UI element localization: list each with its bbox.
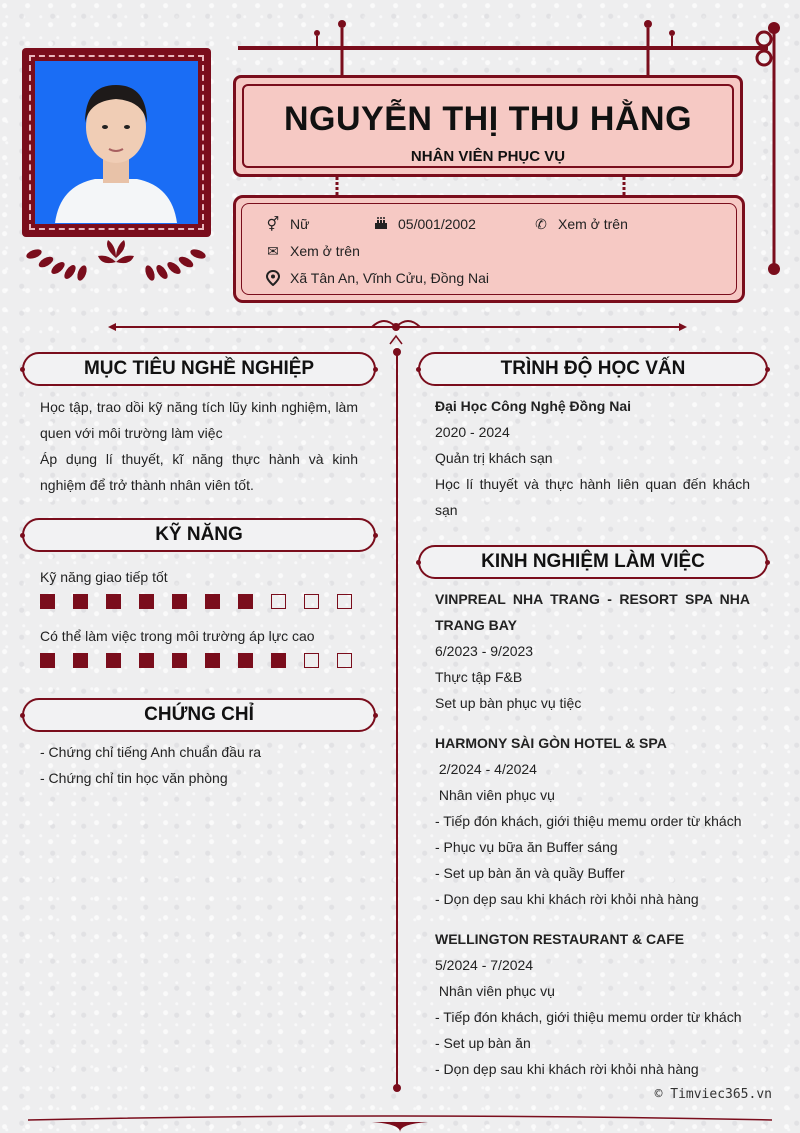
- job-task: - Dọn dẹp sau khi khách rời khỏi nhà hàng: [435, 1061, 699, 1077]
- education-section: [435, 393, 750, 523]
- contact-email: [264, 243, 360, 259]
- rating-square-filled: [205, 653, 220, 668]
- rating-square-filled: [73, 594, 88, 609]
- rating-square-filled: [172, 594, 187, 609]
- skills-section: [40, 564, 370, 668]
- email-value: Xem ở trên: [290, 243, 360, 259]
- objective-line-2: Áp dụng lí thuyết, kĩ năng thực hành và kinh nghiệm để trở thành nhân viên tốt.: [40, 451, 358, 493]
- job-period: 6/2023 - 9/2023: [435, 643, 534, 659]
- rating-square-filled: [73, 653, 88, 668]
- certificate-item: - Chứng chỉ tiếng Anh chuẩn đầu ra: [40, 744, 262, 760]
- objective-section: [40, 394, 358, 498]
- job-task: - Tiếp đón khách, giới thiệu memu order từ khách: [435, 813, 742, 829]
- experience-section: [435, 586, 750, 1082]
- contact-panel: [233, 195, 745, 303]
- gender-icon: ⚥: [266, 216, 280, 232]
- gender-value: Nữ: [290, 216, 310, 232]
- job-task: - Dọn dẹp sau khi khách rời khỏi nhà hàng: [435, 891, 699, 907]
- contact-birthday: [372, 216, 476, 232]
- skill-label: Kỹ năng giao tiếp tốt: [40, 569, 168, 585]
- avatar: [35, 61, 198, 224]
- education-description: Học lí thuyết và thực hành liên quan đến khách sạn: [435, 476, 750, 518]
- rating-square-filled: [106, 594, 121, 609]
- certificate-item: - Chứng chỉ tin học văn phòng: [40, 770, 228, 786]
- job-entry: [435, 926, 750, 1082]
- rating-square-filled: [238, 594, 253, 609]
- certificates-section: [40, 739, 370, 791]
- location-pin-icon: [264, 270, 282, 286]
- rating-square-filled: [172, 653, 187, 668]
- experience-header: KINH NGHIỆM LÀM VIỆC: [418, 545, 768, 579]
- envelope-icon: ✉: [267, 243, 279, 259]
- skills-header: KỸ NĂNG: [22, 518, 376, 552]
- education-period: 2020 - 2024: [435, 424, 510, 440]
- address-value: Xã Tân An, Vĩnh Cửu, Đồng Nai: [290, 270, 490, 286]
- contact-phone: [532, 216, 628, 232]
- cake-icon: [372, 216, 390, 232]
- rating-square-filled: [271, 653, 286, 668]
- job-task: Set up bàn phục vụ tiệc: [435, 695, 582, 711]
- contact-gender: [264, 216, 309, 232]
- rating-square-filled: [139, 594, 154, 609]
- skill-rating: [40, 594, 370, 609]
- phone-icon: ✆: [535, 216, 547, 232]
- job-company: WELLINGTON RESTAURANT & CAFE: [435, 931, 685, 947]
- rating-square-filled: [40, 653, 55, 668]
- portrait-image: [35, 61, 197, 223]
- candidate-name: NGUYỄN THỊ THU HẰNG: [283, 100, 693, 138]
- job-role: Nhân viên phục vụ: [435, 787, 555, 803]
- name-banner: [233, 75, 743, 177]
- job-period: 2/2024 - 4/2024: [435, 761, 537, 777]
- phone-value: Xem ở trên: [558, 216, 628, 232]
- rating-square-empty: [304, 594, 319, 609]
- job-entry: [435, 730, 750, 912]
- job-title: NHÂN VIÊN PHỤC VỤ: [410, 148, 566, 165]
- job-entry: [435, 586, 750, 716]
- education-major: Quản trị khách sạn: [435, 450, 553, 466]
- rating-square-empty: [304, 653, 319, 668]
- avatar-frame: [22, 48, 211, 237]
- school-name: Đại Học Công Nghệ Đồng Nai: [435, 398, 631, 414]
- rating-square-filled: [205, 594, 220, 609]
- job-company: VINPREAL NHA TRANG - RESORT SPA NHA TRANG BAY: [435, 591, 750, 633]
- job-role: Thực tập F&B: [435, 669, 523, 685]
- contact-address: [264, 270, 489, 286]
- birthday-value: 05/001/2002: [398, 216, 476, 232]
- certificates-header: CHỨNG CHỈ: [22, 698, 376, 732]
- skill-rating: [40, 653, 370, 668]
- rating-square-filled: [106, 653, 121, 668]
- objective-line-1: Học tập, trao dồi kỹ năng tích lũy kinh nghiệm, làm quen với môi trường làm việc: [40, 399, 358, 441]
- education-header: TRÌNH ĐỘ HỌC VẤN: [418, 352, 768, 386]
- job-task: - Tiếp đón khách, giới thiệu memu order từ khách: [435, 1009, 742, 1025]
- footer-copyright: © Timviec365.vn: [654, 1087, 772, 1102]
- rating-square-filled: [238, 653, 253, 668]
- objective-header: MỤC TIÊU NGHỀ NGHIỆP: [22, 352, 376, 386]
- rating-square-filled: [40, 594, 55, 609]
- job-task: - Phục vụ bữa ăn Buffer sáng: [435, 839, 618, 855]
- skill-label: Có thể làm việc trong môi trường áp lực cao: [40, 628, 315, 644]
- job-task: - Set up bàn ăn: [435, 1035, 531, 1051]
- rating-square-filled: [139, 653, 154, 668]
- job-role: Nhân viên phục vụ: [435, 983, 555, 999]
- job-task: - Set up bàn ăn và quầy Buffer: [435, 865, 625, 881]
- rating-square-empty: [271, 594, 286, 609]
- job-company: HARMONY SÀI GÒN HOTEL & SPA: [435, 735, 667, 751]
- job-period: 5/2024 - 7/2024: [435, 957, 534, 973]
- rating-square-empty: [337, 594, 352, 609]
- rating-square-empty: [337, 653, 352, 668]
